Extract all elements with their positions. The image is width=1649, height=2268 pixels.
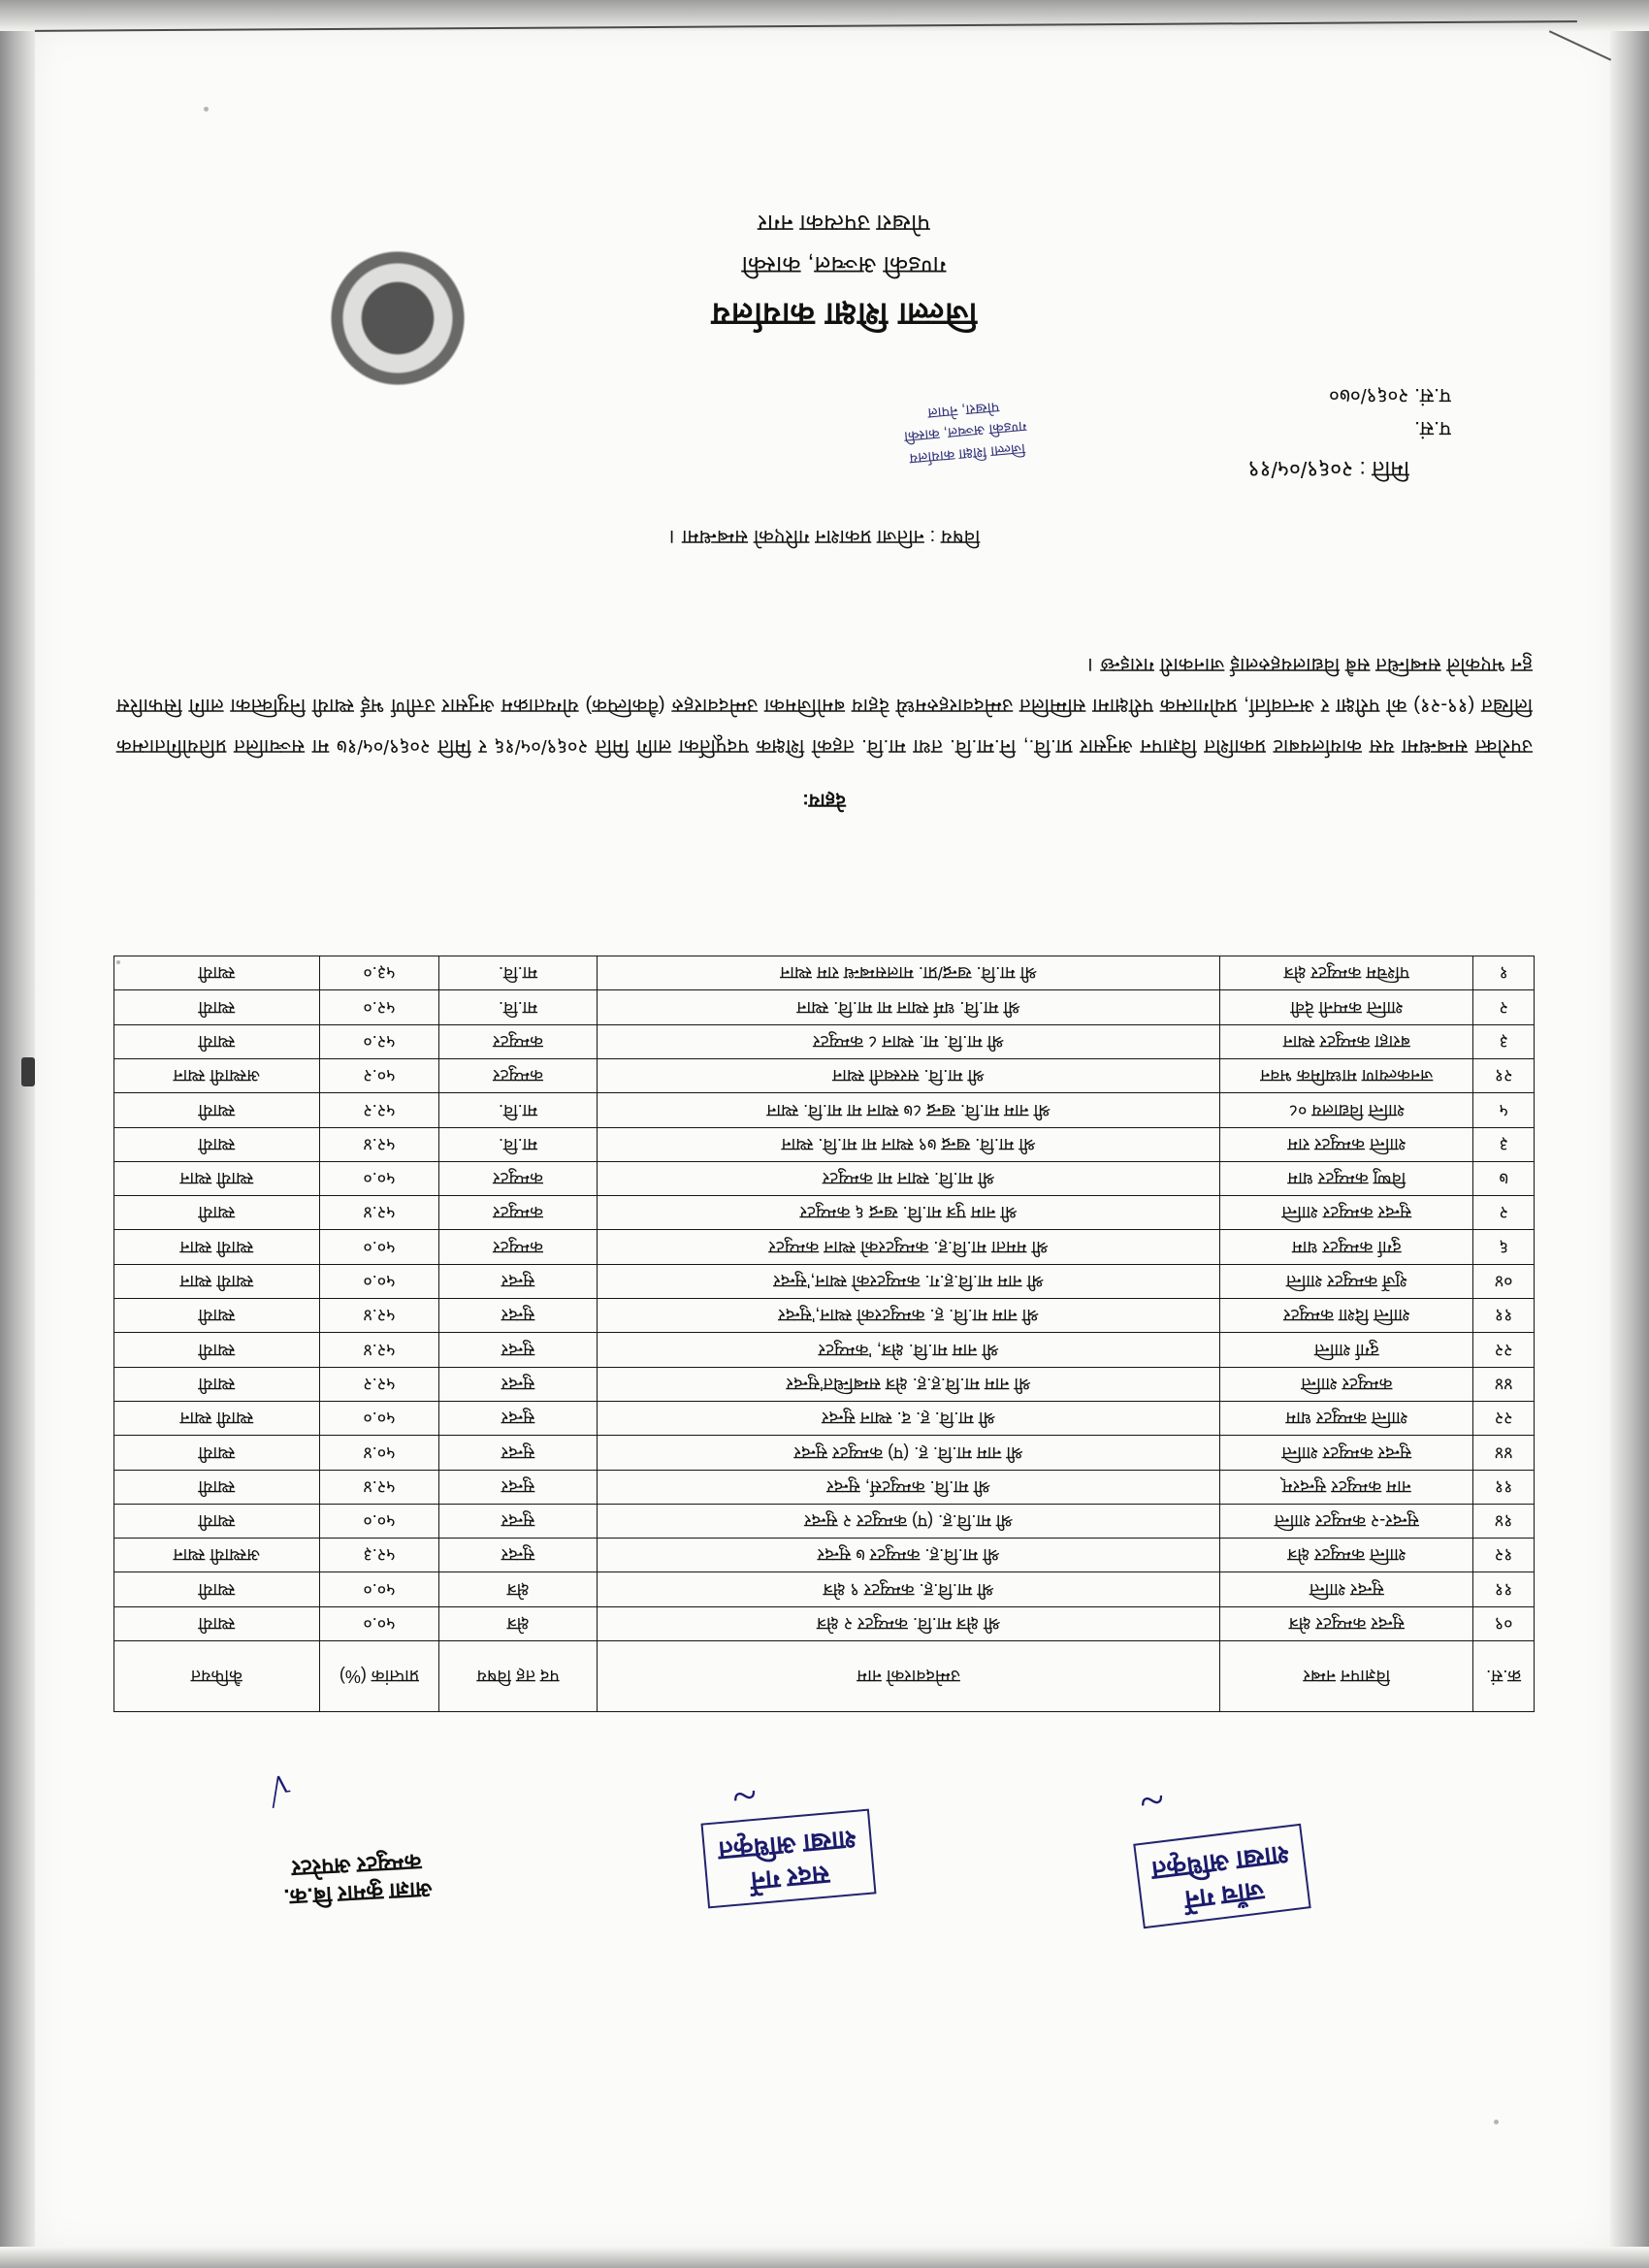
table-row: [114, 1367, 1535, 1401]
stamp-line-2: शाखा अधिकृत: [717, 1825, 857, 1866]
cell-sn: ६: [1473, 1230, 1535, 1264]
cell-remark: स्थायी: [114, 1367, 320, 1401]
cell-grade: सुन्दर: [439, 1264, 598, 1298]
cell-sn: १२: [1473, 1539, 1535, 1572]
cell-remark: स्थायी: [114, 1572, 320, 1606]
cell-post: पश्चिम कम्प्युटर क्षेत्र: [1220, 956, 1473, 990]
cell-sn: ०४: [1473, 1264, 1535, 1298]
results-table: [113, 956, 1535, 1712]
cell-percent: ५०.०: [319, 1264, 439, 1298]
cell-post: सुन्दर शान्ति: [1220, 1572, 1473, 1606]
office-name: जिल्ला शिक्षा कार्यालय: [710, 297, 978, 333]
ref-value: प.सं. २०६९/०७०: [1329, 384, 1451, 407]
cell-percent: ५२.४: [319, 1470, 439, 1504]
header-sn: क्र.सं.: [1473, 1641, 1535, 1712]
cell-name: श्री मा.वि. ह. द. स्थान सुन्दर: [597, 1401, 1219, 1435]
cell-remark: स्थायी: [114, 1196, 320, 1230]
cell-percent: ५०.०: [319, 1572, 439, 1606]
table-row: [114, 990, 1535, 1024]
reference-block: [1329, 379, 1451, 444]
cell-percent: ५२.४: [319, 1196, 439, 1230]
cell-sn: २: [1473, 1196, 1535, 1230]
signature-checked: ~: [1136, 1774, 1168, 1828]
date-line: मिति : २०६९/०५/१९: [1247, 457, 1409, 482]
cell-post: शान्ति कम्पनी देवी: [1220, 990, 1473, 1024]
results-table-body: [114, 956, 1535, 1641]
cell-post: शान्ति कम्प्युटर धाम: [1220, 1401, 1473, 1435]
cell-post: जनकल्याण माध्यमिक भवन: [1220, 1058, 1473, 1092]
cell-name: श्री मा.वि.ह. कम्प्युटर ७ सुन्दर: [597, 1539, 1219, 1572]
cell-post: नाम कम्प्युटर सुन्दरम्: [1220, 1470, 1473, 1504]
cell-post: विष्णु कम्प्युटर धाम: [1220, 1161, 1473, 1195]
table-row: [114, 1436, 1535, 1470]
cell-percent: ५०.२: [319, 1058, 439, 1092]
cell-percent: ५०.०: [319, 1606, 439, 1640]
cell-grade: मा.वि.: [439, 1093, 598, 1127]
table-row: [114, 1024, 1535, 1058]
cell-sn: २१: [1473, 1058, 1535, 1092]
cell-grade: क्षेत्र: [439, 1572, 598, 1606]
cell-remark: अस्थायी स्थान: [114, 1058, 320, 1092]
cell-percent: ५०.०: [319, 1401, 439, 1435]
cell-post: शान्ति दिशा कम्प्युटर: [1220, 1299, 1473, 1333]
cell-remark: अस्थायी स्थान: [114, 1539, 320, 1572]
cell-name: श्री ममता मा.वि.ह. कम्प्युटरको स्थान कम्प्युटर: [597, 1230, 1219, 1264]
cell-sn: १४: [1473, 1504, 1535, 1538]
cell-sn: ५: [1473, 1093, 1535, 1127]
table-row: [114, 956, 1535, 990]
office-stamp-line-3: पोखरा, नेपाल: [926, 398, 1000, 422]
cell-percent: ५०.०: [319, 1230, 439, 1264]
header-post: विज्ञापन नम्बर: [1220, 1641, 1473, 1712]
office-seal-stamp: [829, 327, 1096, 475]
table-row: [114, 1606, 1535, 1640]
office-stamp-line-2: गण्डकी अञ्चल, कास्की: [903, 417, 1028, 445]
cell-remark: स्थायी स्थान: [114, 1264, 320, 1298]
cell-remark: स्थायी: [114, 1127, 320, 1161]
cell-post: दुर्गा शान्ति: [1220, 1333, 1473, 1367]
cell-remark: स्थायी: [114, 1470, 320, 1504]
cell-sn: ३: [1473, 1024, 1535, 1058]
cell-remark: स्थायी: [114, 1606, 320, 1640]
cell-percent: ५०.०: [319, 1161, 439, 1195]
office-stamp-line-1: जिल्ला शिक्षा कार्यालय: [908, 439, 1026, 467]
body-paragraph: उपरोक्त सम्बन्धमा यस कार्यालयबाट प्रकाशित विज्ञापन अनुसार प्रा.वि., नि.मा.वि. तथा मा.वि. तहको शिक्षक पदपूर्तिका लागि मिति २०६९/०५/१६ र मिति २०६९/०५/१७ मा सञ्चालित प्रतियोगितात्मक लिखित (१९-२१) को परीक्षा र अन्तर्वार्ता, प्रयोगात्मक परीक्षामा सम्मिलित उम्मेदवारहरुमध्ये देहाय बमोजिमका उम्मेदवारहरु (वैकल्पिक) योग्यताक्रम अनुसार उत्तीर्ण भई स्थायी नियुक्तिका लागि सिफारिस हुन भएकोले सम्बन्धित सबै विद्यालयहरुलाई जानकारी गराइन्छ ।: [116, 653, 1533, 758]
table-row: [114, 1058, 1535, 1092]
cell-remark: स्थायी स्थान: [114, 1230, 320, 1264]
table-row: [114, 1264, 1535, 1298]
header-remark: कैफियत: [114, 1641, 320, 1712]
cell-percent: ५२.३: [319, 1539, 439, 1572]
cell-remark: स्थायी स्थान: [114, 1401, 320, 1435]
office-zone: गण्डकी अञ्चल, कास्की: [741, 251, 947, 278]
cell-percent: ५२.४: [319, 1127, 439, 1161]
cell-post: शुर्जे कम्प्युटर शान्ति: [1220, 1264, 1473, 1298]
cell-post: शान्ति विद्यालय ०८: [1220, 1093, 1473, 1127]
cell-name: श्री नाम मा.वि. ह. कम्प्युटरको स्थान,'सुन्दर: [597, 1299, 1219, 1333]
cell-name: श्री मा.वि. धर्म स्थान मा मा.वि. स्थान: [597, 990, 1219, 1024]
cell-remark: स्थायी: [114, 1504, 320, 1538]
cell-name: श्री मा.वि.ह. (प) कम्प्युटर २ सुन्दर: [597, 1504, 1219, 1538]
signature-approved: ~: [728, 1769, 760, 1823]
cell-grade: सुन्दर: [439, 1367, 598, 1401]
cell-name: श्री मा.वि. सरस्वती स्थान: [597, 1058, 1219, 1092]
cell-grade: मा.वि.: [439, 1127, 598, 1161]
cell-sn: ०९: [1473, 1606, 1535, 1640]
cell-sn: ४४: [1473, 1436, 1535, 1470]
cell-grade: क्षेत्र: [439, 1606, 598, 1640]
subject-line: विषय : नतिजा प्रकाशन गरिएको सम्बन्धमा ।: [668, 526, 981, 548]
cell-grade: कम्प्युटर: [439, 1161, 598, 1195]
cell-post: दुर्गा कम्प्युटर धाम: [1220, 1230, 1473, 1264]
cell-sn: ११: [1473, 1299, 1535, 1333]
cell-name: श्री नाम मा.वि. क्षेत्र, 'कम्प्युटर: [597, 1333, 1219, 1367]
ref-label: प.सं.: [1414, 417, 1451, 439]
table-row: [114, 1401, 1535, 1435]
stamp-checked-by: [1133, 1824, 1311, 1928]
cell-sn: ७: [1473, 1161, 1535, 1195]
cell-sn: १: [1473, 956, 1535, 990]
cell-percent: ५०.०: [319, 1504, 439, 1538]
cell-percent: ५०.४: [319, 1436, 439, 1470]
table-row: [114, 1539, 1535, 1572]
results-table-header: [114, 1641, 1535, 1712]
stamp-line-2: कम्प्युटर अपरेटर: [291, 1849, 423, 1882]
cell-name: श्री मा.वि. खन्द्र/प्रा. मालसम्बन्ध राम स्थान: [597, 956, 1219, 990]
cell-name: श्री मा.वि. स्थान मा कम्प्युटर: [597, 1161, 1219, 1195]
table-row: [114, 1230, 1535, 1264]
cell-remark: स्थायी: [114, 1024, 320, 1058]
table-row: [114, 1299, 1535, 1333]
cell-sn: ३: [1473, 1127, 1535, 1161]
cell-remark: स्थायी: [114, 1333, 320, 1367]
office-footer: [582, 208, 1106, 338]
cell-name: श्री मा.वि. कम्प्युटर्स, सुन्दर: [597, 1470, 1219, 1504]
cell-name: श्री मा.वि. मा. स्थान ८ कम्प्युटर: [597, 1024, 1219, 1058]
cell-sn: २२: [1473, 1401, 1535, 1435]
cell-sn: २२: [1473, 1333, 1535, 1367]
cell-remark: स्थायी: [114, 1299, 320, 1333]
cell-percent: ५२.२: [319, 1093, 439, 1127]
table-row: [114, 1572, 1535, 1606]
cell-post: सुन्दर कम्प्युटर शान्ति: [1220, 1196, 1473, 1230]
cell-remark: स्थायी: [114, 1093, 320, 1127]
cell-post: सुन्दर कम्प्युटर क्षेत्र: [1220, 1606, 1473, 1640]
cell-sn: ११: [1473, 1572, 1535, 1606]
cell-name: श्री नाम मा.वि.ह.ह. क्षेत्र सम्बन्धित'सुन्दर: [597, 1367, 1219, 1401]
stamp-line-1: सदर गर्ने: [749, 1860, 831, 1896]
cell-remark: स्थायी स्थान: [114, 1161, 320, 1195]
header-percent: प्राप्तांक (%): [319, 1641, 439, 1712]
cell-percent: ५२.२: [319, 1367, 439, 1401]
stamp-line-1: जाँच गर्ने: [1182, 1875, 1266, 1915]
cell-name: श्री नाम मा.वि. ह. (प) कम्प्युटर सुन्दर: [597, 1436, 1219, 1470]
cell-sn: २: [1473, 990, 1535, 1024]
office-location: पोखरा उपत्यका नगर: [758, 210, 930, 236]
stamp-approved-by: [700, 1809, 876, 1908]
cell-post: सुन्दर-२ कम्प्युटर शान्ति: [1220, 1504, 1473, 1538]
cell-grade: कम्प्युटर: [439, 1024, 598, 1058]
cell-grade: कम्प्युटर: [439, 1196, 598, 1230]
cell-remark: स्थायी: [114, 956, 320, 990]
cell-remark: स्थायी: [114, 990, 320, 1024]
cell-grade: सुन्दर: [439, 1539, 598, 1572]
cell-percent: ५२.४: [319, 1333, 439, 1367]
cell-name: श्री मा.वि.ह. कम्प्युटर ९ क्षेत्र: [597, 1572, 1219, 1606]
cell-percent: ५२.०: [319, 1024, 439, 1058]
cell-post: शान्ति कम्प्युटर राम: [1220, 1127, 1473, 1161]
table-row: [114, 1504, 1535, 1538]
table-row: [114, 1093, 1535, 1127]
cell-post: शान्ति कम्प्युटर क्षेत्र: [1220, 1539, 1473, 1572]
cell-post: कम्प्युटर शान्ति: [1220, 1367, 1473, 1401]
round-rubber-seal: [315, 236, 480, 401]
cell-sn: ४४: [1473, 1367, 1535, 1401]
signature-operator: √: [267, 1766, 295, 1813]
cell-post: सुन्दर कम्प्युटर शान्ति: [1220, 1436, 1473, 1470]
cell-name: श्री क्षेत्र मा.वि. कम्प्युटर २ क्षेत्र: [597, 1606, 1219, 1640]
cell-grade: सुन्दर: [439, 1504, 598, 1538]
table-header-row: [114, 1641, 1535, 1712]
cell-name: श्री मा.वि. खन्द्र ७९ स्थान मा मा.वि. स्थान: [597, 1127, 1219, 1161]
cell-grade: मा.वि.: [439, 956, 598, 990]
cell-name: श्री नाम मा.वि.ह.ग. कम्प्युटरको स्थान,'सुन्दर: [597, 1264, 1219, 1298]
cell-grade: सुन्दर: [439, 1401, 598, 1435]
table-row: [114, 1127, 1535, 1161]
stamp-line-2: शाखा अधिकृत: [1149, 1839, 1291, 1886]
cell-percent: ५२.४: [319, 1299, 439, 1333]
stamp-computer-operator: [281, 1848, 433, 1911]
table-caption: देहाय:: [802, 790, 846, 811]
cell-name: श्री नाम पुत्र मा.वि. खन्द्र ६ कम्प्युटर: [597, 1196, 1219, 1230]
cell-grade: कम्प्युटर: [439, 1230, 598, 1264]
cell-grade: सुन्दर: [439, 1333, 598, 1367]
stamp-line-1: आज्ञा कुमार बि.क.: [282, 1876, 434, 1910]
cell-remark: स्थायी: [114, 1436, 320, 1470]
cell-post: बराहा कम्प्युटर स्थान: [1220, 1024, 1473, 1058]
cell-grade: सुन्दर: [439, 1436, 598, 1470]
cell-percent: ५२.०: [319, 990, 439, 1024]
cell-grade: सुन्दर: [439, 1470, 598, 1504]
table-row: [114, 1470, 1535, 1504]
cell-grade: सुन्दर: [439, 1299, 598, 1333]
cell-sn: ११: [1473, 1470, 1535, 1504]
header-name: उम्मेदवारको नाम: [597, 1641, 1219, 1712]
cell-name: श्री नाम मा.वि. खन्द्र ८७ स्थान मा मा.वि. स्थान: [597, 1093, 1219, 1127]
cell-percent: ५३.०: [319, 956, 439, 990]
table-row: [114, 1161, 1535, 1195]
table-row: [114, 1196, 1535, 1230]
cell-grade: मा.वि.: [439, 990, 598, 1024]
header-grade: पद तह विषय: [439, 1641, 598, 1712]
table-row: [114, 1333, 1535, 1367]
cell-grade: कम्प्युटर: [439, 1058, 598, 1092]
